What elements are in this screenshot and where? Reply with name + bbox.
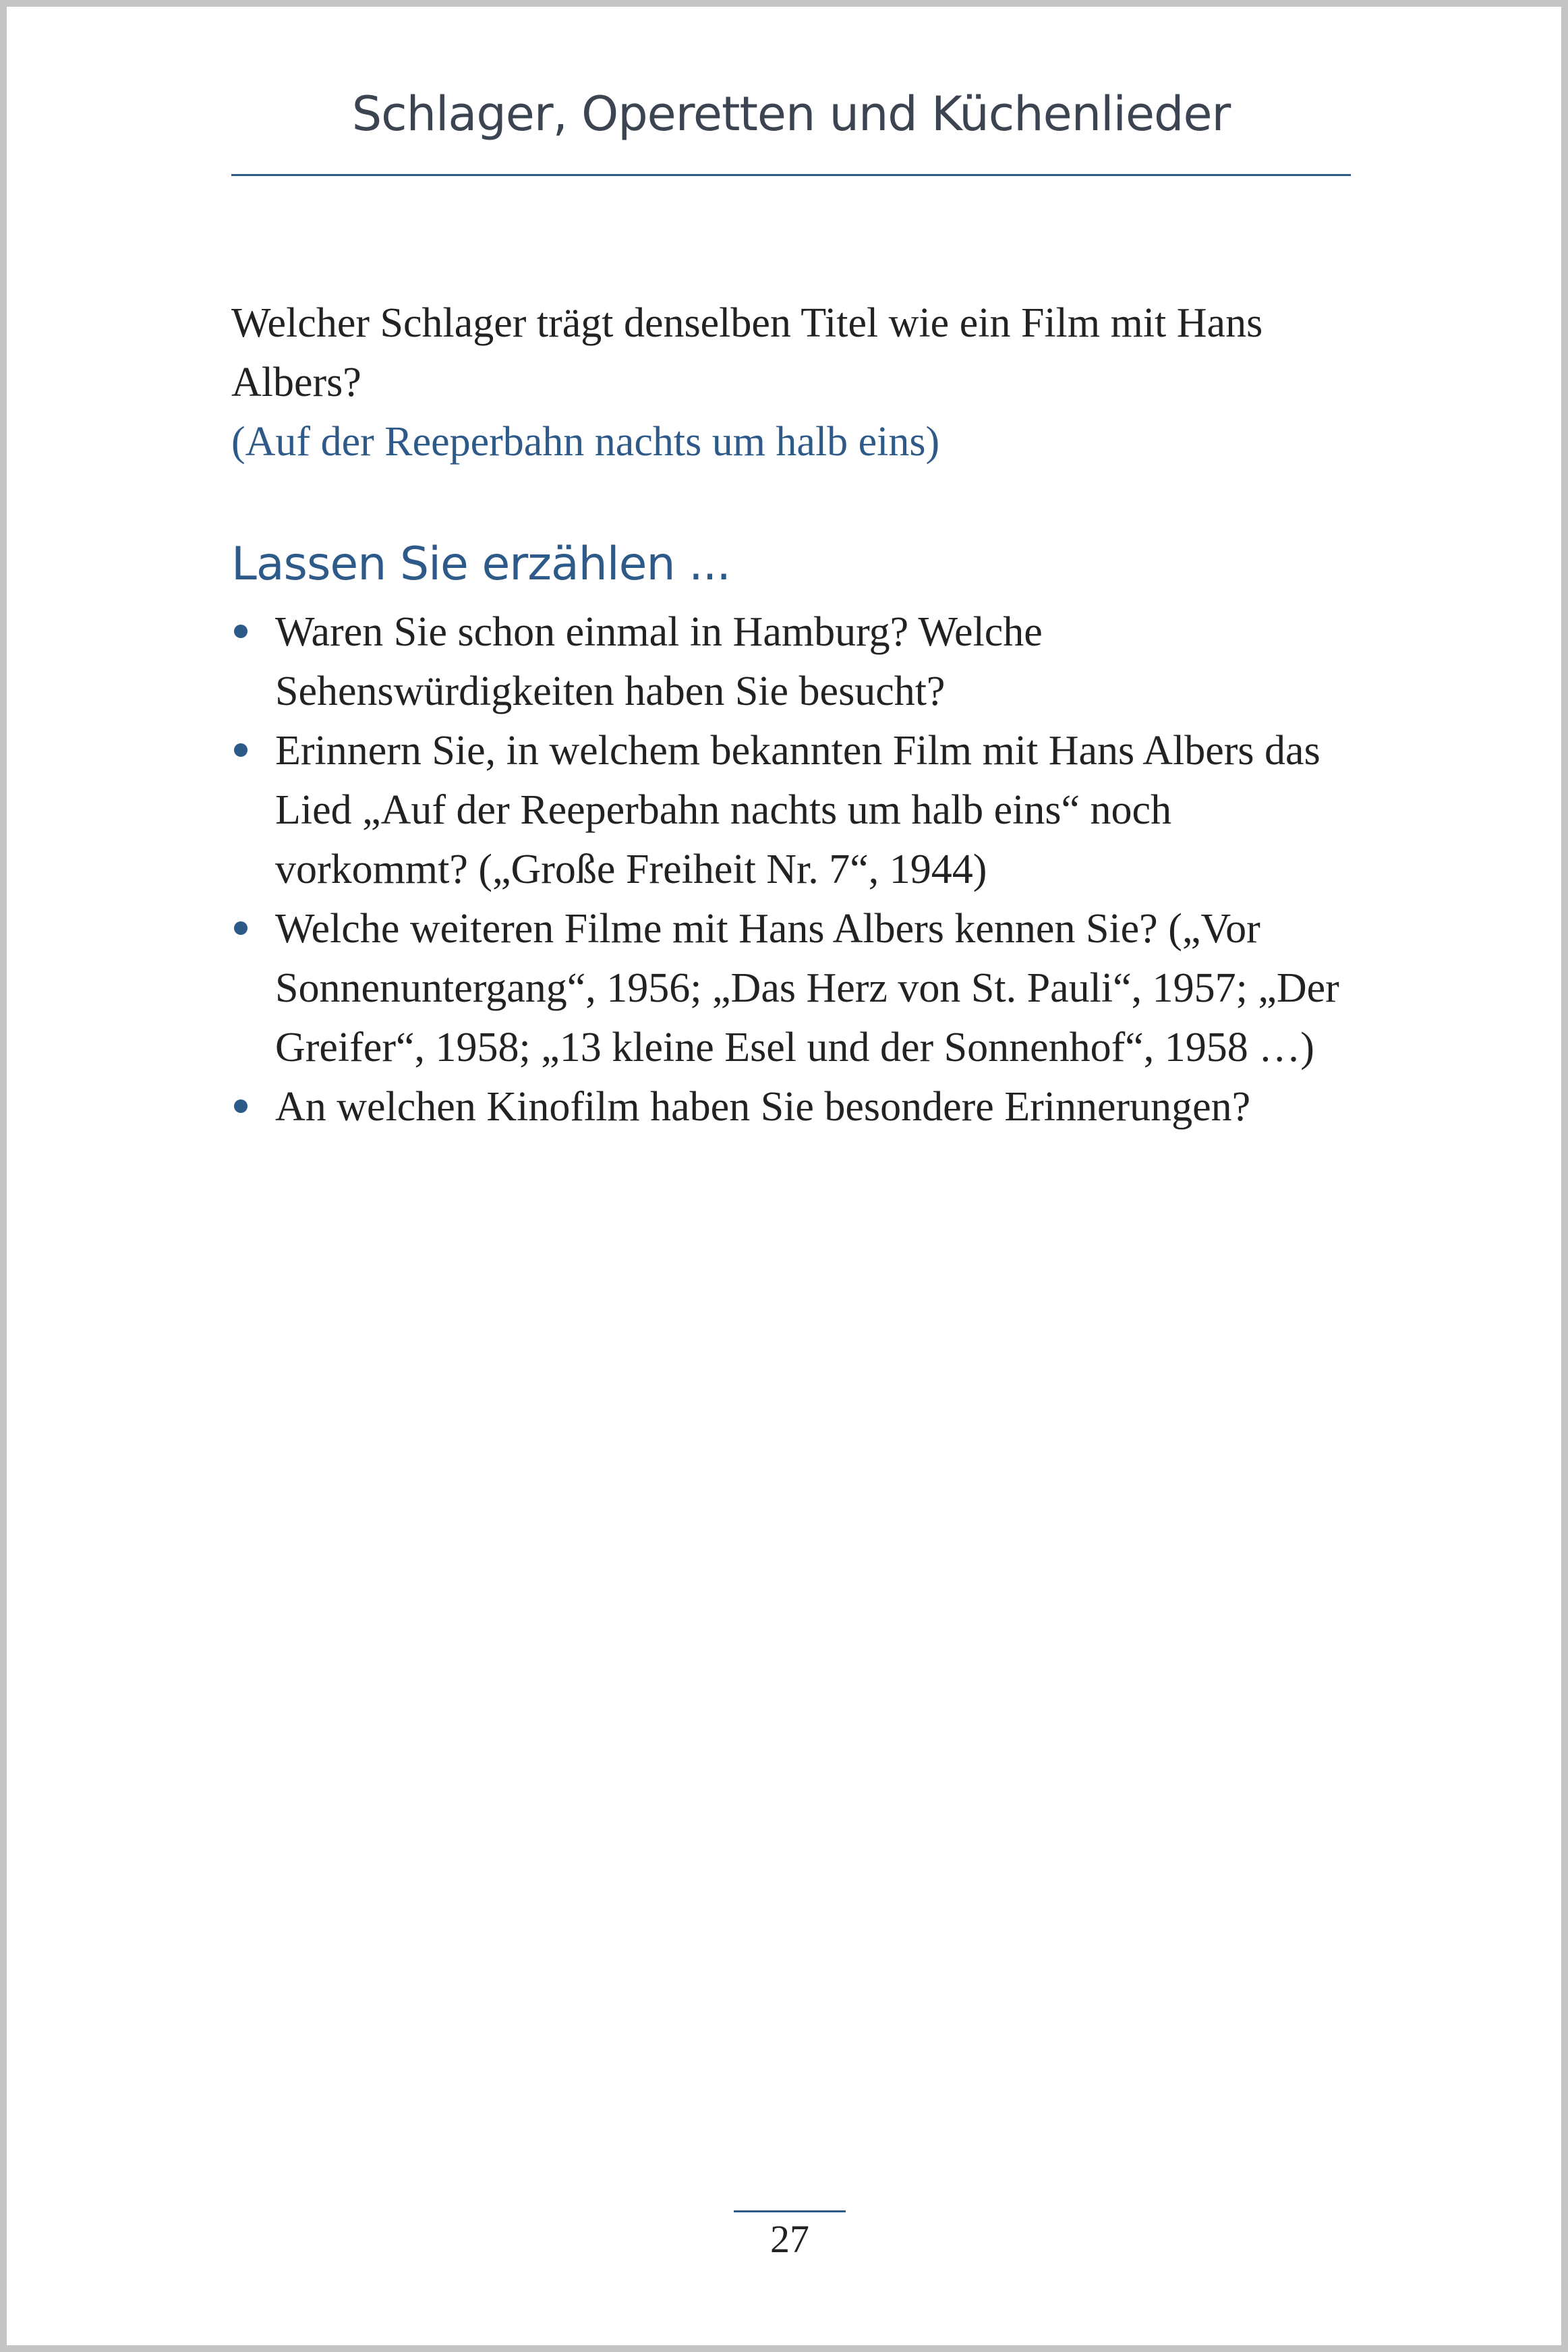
quiz-answer: (Auf der Reeperbahn nachts um halb eins) [231, 419, 940, 465]
section-heading: Lassen Sie erzählen ... [231, 538, 731, 591]
page-content [231, 293, 1351, 1137]
bullet-icon [234, 625, 248, 638]
bullet-icon [234, 921, 248, 935]
list-item-text: Welche weiteren Filme mit Hans Albers kennen Sie? („Vor Sonnenuntergang“, 1956; „Das Herz von St. Pauli“, 1957; „Der Greifer“, 1958; „13 kleine Esel und der Sonnenhof“, 1958 …) [275, 906, 1339, 1070]
quiz-question: Welcher Schlager trägt denselben Titel wie ein Film mit Hans Albers? [231, 300, 1263, 405]
header-rule [231, 174, 1351, 176]
running-header: Schlager, Operetten und Küchenlieder [351, 86, 1231, 142]
list-item-text: Waren Sie schon einmal in Hamburg? Welche Sehenswürdigkeiten haben Sie besucht? [275, 609, 1043, 714]
bullet-icon [234, 743, 248, 757]
bullet-icon [234, 1099, 248, 1113]
list-item [231, 899, 1351, 1077]
list-item-text: Erinnern Sie, in welchem bekannten Film mit Hans Albers das Lied „Auf der Reeperbahn nachts um halb eins“ noch vorkommt? („Große Freiheit Nr. 7“, 1944) [275, 728, 1320, 892]
list-item [231, 721, 1351, 899]
discussion-list [231, 602, 1351, 1137]
list-item [231, 602, 1351, 721]
list-item [231, 1077, 1351, 1137]
list-item-text: An welchen Kinofilm haben Sie besondere Erinnerungen? [275, 1084, 1251, 1130]
page-number: 27 [770, 2217, 809, 2261]
